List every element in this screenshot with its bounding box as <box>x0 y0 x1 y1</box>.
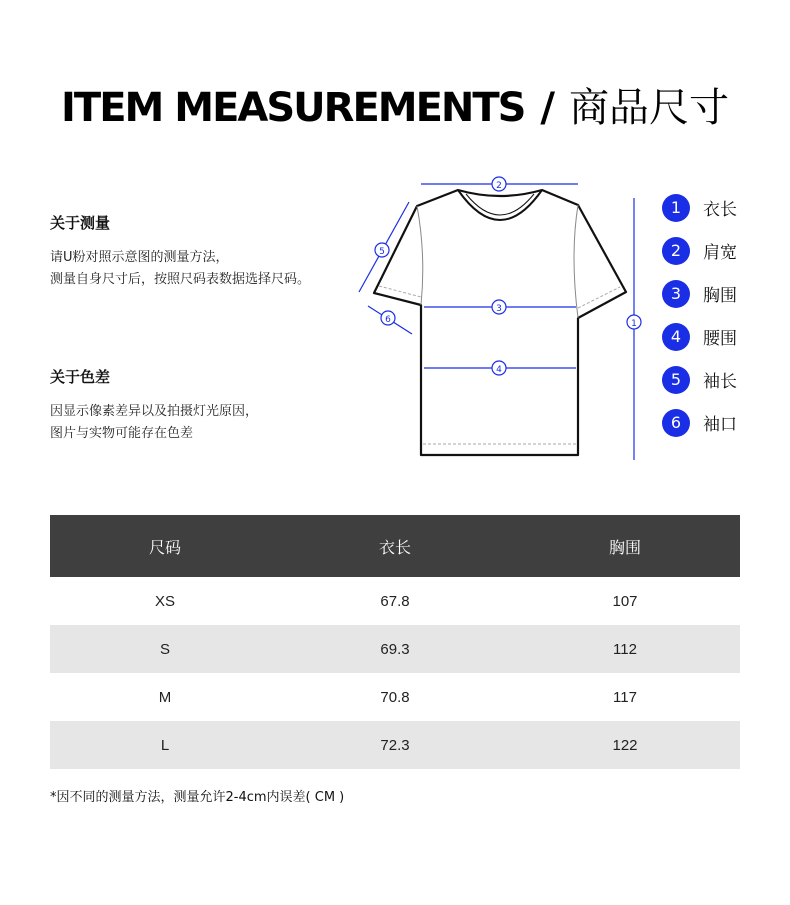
title-cn: 商品尺寸 <box>568 85 729 131</box>
marker-2: 2 <box>496 181 502 191</box>
table-cell: XS <box>154 592 175 610</box>
table-cell: 72.3 <box>280 721 510 769</box>
table-cell: 67.8 <box>380 592 410 610</box>
table-header-row <box>50 515 740 577</box>
table-cell: 112 <box>510 625 740 673</box>
legend-item-sleeve <box>662 358 737 401</box>
table-cell: 117 <box>613 688 637 706</box>
legend-badge: 3 <box>662 280 690 308</box>
measurement-legend <box>662 186 737 444</box>
legend-badge: 5 <box>662 366 690 394</box>
about-measure-line2: 测量自身尺寸后，按照尺码表数据选择尺码。 <box>50 272 311 287</box>
table-cell: S <box>50 625 280 673</box>
table-row <box>50 721 740 769</box>
legend-label: 衣长 <box>703 200 737 220</box>
about-measure-heading: 关于测量 <box>50 214 111 232</box>
size-chart-table <box>50 515 740 769</box>
about-color-line2: 图片与实物可能存在色差 <box>50 426 194 441</box>
table-cell: 122 <box>510 721 740 769</box>
marker-3: 3 <box>496 304 502 314</box>
table-cell: 107 <box>612 592 638 610</box>
legend-badge: 4 <box>662 323 690 351</box>
column-header-chest: 胸围 <box>510 515 740 577</box>
table-cell: L <box>50 721 280 769</box>
about-color-section <box>50 366 370 445</box>
table-row <box>50 673 740 721</box>
legend-label: 胸围 <box>703 286 737 306</box>
legend-item-length <box>662 186 737 229</box>
about-measure-section <box>50 212 370 291</box>
marker-5: 5 <box>379 247 385 257</box>
legend-item-shoulder <box>662 229 737 272</box>
title-en: ITEM MEASUREMENTS <box>61 85 525 131</box>
marker-6: 6 <box>385 315 391 325</box>
legend-badge: 1 <box>662 194 690 222</box>
table-cell: 69.3 <box>280 625 510 673</box>
about-color-line1: 因显示像素差异以及拍摄灯光原因， <box>50 404 259 419</box>
table-row <box>50 577 740 625</box>
column-header-length: 衣长 <box>280 515 510 577</box>
tshirt-diagram <box>350 172 650 472</box>
page-title <box>0 76 790 133</box>
column-header-size: 尺码 <box>50 515 280 577</box>
table-cell: 70.8 <box>380 688 410 706</box>
table-cell: M <box>158 688 172 706</box>
tshirt-outline <box>374 190 626 455</box>
about-color-heading: 关于色差 <box>50 368 111 386</box>
about-measure-line1: 请U粉对照示意图的测量方法， <box>50 250 229 265</box>
table-row <box>50 625 740 673</box>
legend-item-waist <box>662 315 737 358</box>
marker-1: 1 <box>631 319 637 329</box>
legend-label: 袖长 <box>703 372 737 392</box>
marker-4: 4 <box>496 365 502 375</box>
legend-label: 袖口 <box>703 415 737 435</box>
legend-badge: 6 <box>662 409 690 437</box>
tolerance-footnote: *因不同的测量方法，测量允许2-4cm内误差( CM ) <box>50 790 345 805</box>
legend-label: 肩宽 <box>703 243 737 263</box>
legend-item-chest <box>662 272 737 315</box>
legend-label: 腰围 <box>703 329 737 349</box>
legend-item-cuff <box>662 401 737 444</box>
title-separator: / <box>540 85 554 131</box>
legend-badge: 2 <box>662 237 690 265</box>
